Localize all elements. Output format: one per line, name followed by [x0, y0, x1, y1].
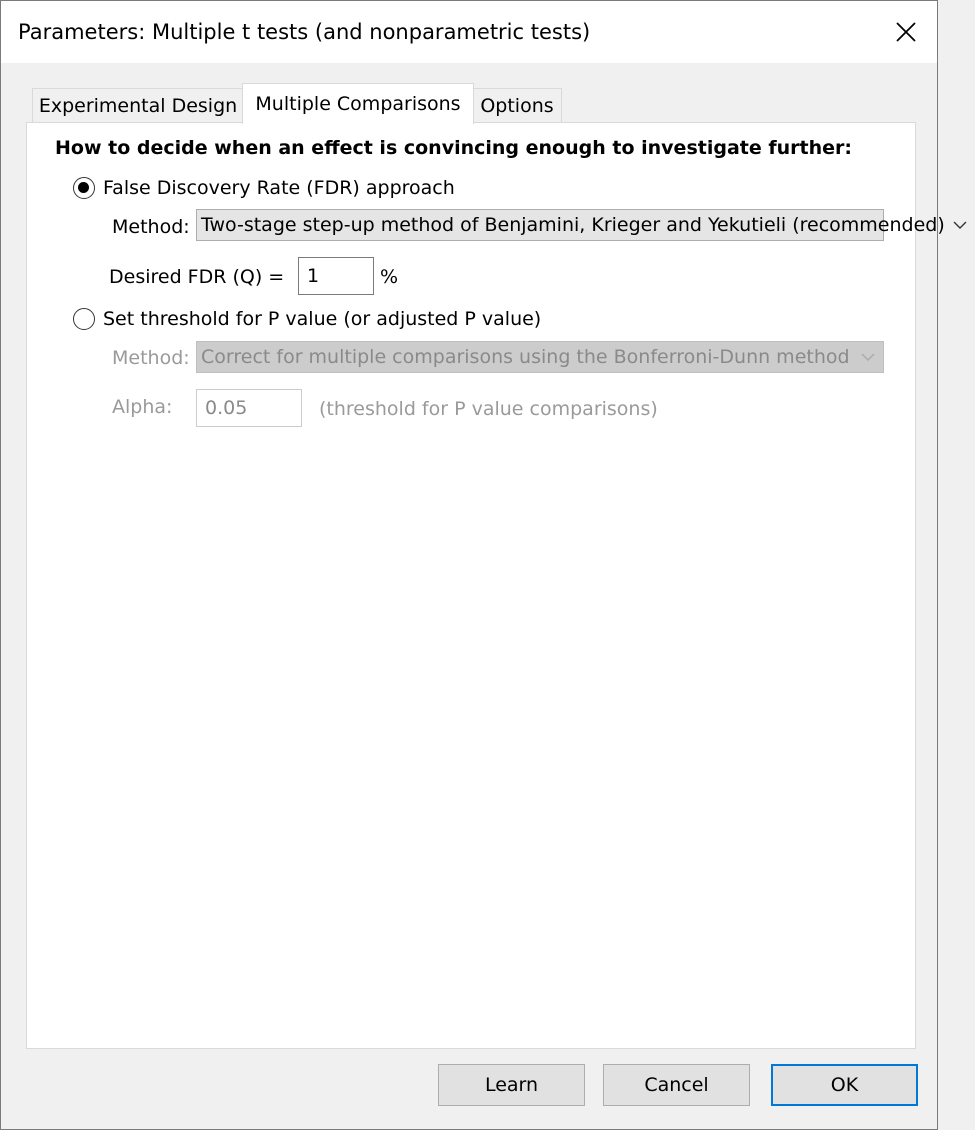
- tab-label: Experimental Design: [38, 95, 238, 117]
- fdr-percent-unit: %: [380, 266, 399, 288]
- threshold-method-value: Correct for multiple comparisons using the Bonferroni-Dunn method: [201, 346, 850, 368]
- section-heading: How to decide when an effect is convincing enough to investigate further:: [55, 137, 852, 159]
- alpha-input[interactable]: [196, 389, 302, 427]
- fdr-radio-label: False Discovery Rate (FDR) approach: [103, 177, 455, 199]
- threshold-method-select[interactable]: [196, 341, 884, 373]
- tab-experimental-design[interactable]: [32, 88, 244, 123]
- tab-options[interactable]: [472, 88, 562, 123]
- tab-label: Multiple Comparisons: [255, 93, 461, 115]
- chevron-down-icon: [945, 221, 975, 230]
- threshold-method-label: Method:: [112, 347, 190, 369]
- threshold-radio-label: Set threshold for P value (or adjusted P value): [103, 308, 542, 330]
- learn-button[interactable]: Learn: [438, 1064, 585, 1106]
- close-button[interactable]: [875, 1, 937, 63]
- alpha-label: Alpha:: [112, 396, 173, 418]
- desired-fdr-input[interactable]: [298, 257, 374, 295]
- alpha-hint: (threshold for P value comparisons): [319, 398, 658, 420]
- fdr-method-select[interactable]: [196, 209, 945, 241]
- fdr-method-label: Method:: [112, 216, 190, 238]
- tab-label: Options: [480, 95, 554, 117]
- ok-button[interactable]: OK: [771, 1064, 918, 1106]
- close-icon: [895, 21, 917, 43]
- threshold-radio-button[interactable]: [73, 308, 95, 330]
- cancel-button[interactable]: Cancel: [603, 1064, 750, 1106]
- tab-multiple-comparisons[interactable]: [242, 83, 474, 124]
- chevron-down-icon: [853, 353, 883, 362]
- title-bar: [1, 1, 937, 63]
- fdr-method-value: Two-stage step-up method of Benjamini, Krieger and Yekutieli (recommended): [201, 214, 945, 236]
- multiple-comparisons-panel: [26, 122, 945, 1049]
- window-title: Parameters: Multiple t tests (and nonparametric tests): [18, 20, 591, 44]
- fdr-radio-button[interactable]: [73, 177, 95, 199]
- fdr-radio-option[interactable]: [73, 177, 455, 199]
- desired-fdr-label: Desired FDR (Q) =: [109, 266, 285, 288]
- threshold-radio-option[interactable]: [73, 308, 541, 330]
